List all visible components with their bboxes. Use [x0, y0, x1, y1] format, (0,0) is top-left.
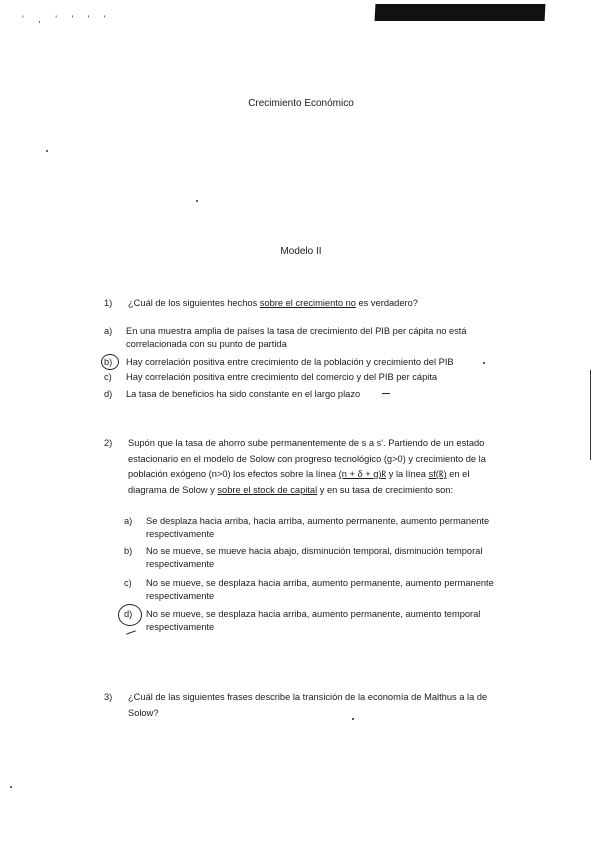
question-text: ¿Cuál de los siguientes hechos sobre el crecimiento no es verdadero? [128, 298, 418, 308]
option-text: No se mueve, se mueve hacia abajo, disminución temporal, disminución temporal [146, 546, 483, 556]
redaction-bar [375, 4, 546, 21]
speck [46, 150, 48, 152]
option-text: La tasa de beneficios ha sido constante en el largo plazo [126, 389, 361, 399]
document-title: Crecimiento Económico [248, 98, 354, 109]
question-text: ¿Cuál de las siguientes frases describe la transición de la economía de Malthus a la de Solow? [128, 692, 488, 718]
option-text: Hay correlación positiva entre crecimiento de la población y crecimiento del PIB [126, 357, 454, 367]
option-text: Se desplaza hacia arriba, hacia arriba, aumento permanente, aumento permanente [146, 516, 490, 526]
option-label: b) [124, 546, 133, 556]
option-text: respectivamente [146, 622, 215, 632]
pen-stroke [382, 393, 390, 394]
pen-dot [352, 718, 354, 720]
pen-stroke [126, 630, 136, 634]
option-label: d) [124, 609, 133, 619]
option-label: d) [104, 389, 113, 399]
answer-circle-mark [101, 354, 119, 370]
section-title: Modelo II [280, 246, 322, 257]
option-text: Hay correlación positiva entre crecimiento del comercio y del PIB per cápita [126, 372, 438, 382]
question-number: 3) [104, 692, 113, 702]
option-label: c) [104, 372, 112, 382]
option-label: a) [124, 516, 133, 526]
edge-line [590, 370, 591, 460]
option-label: b) [104, 357, 113, 367]
option-text: respectivamente [146, 591, 215, 601]
speck [10, 786, 12, 788]
question-number: 1) [104, 298, 113, 308]
option-label: a) [104, 326, 113, 336]
question-text: Supón que la tasa de ahorro sube permanentemente de s a s'. Partiendo de un estado estacionario en el modelo de Solow con progreso tecnológico (g>0) y crecimiento de la población exógeno (n>0) los efectos sobre la línea (n + δ + g)k̃ y la línea sf(k̃) en el diagrama de Solow y sobre el stock de capital y en su tasa de crecimiento son: [128, 438, 486, 495]
question-number: 2) [104, 438, 113, 448]
option-text: No se mueve, se desplaza hacia arriba, aumento permanente, aumento permanente [146, 578, 494, 588]
option-text: respectivamente [146, 529, 215, 539]
pen-dot [483, 362, 485, 364]
speck [196, 200, 198, 202]
answer-circle-mark [118, 604, 142, 626]
option-text: No se mueve, se desplaza hacia arriba, aumento permanente, aumento temporal [146, 609, 481, 619]
option-text: En una muestra amplia de países la tasa de crecimiento del PIB per cápita no está [126, 326, 467, 336]
option-label: c) [124, 578, 132, 588]
option-text: respectivamente [146, 559, 215, 569]
corner-marks: ' , ' ' ' ' [22, 14, 112, 24]
option-text: correlacionada con su punto de partida [126, 339, 287, 349]
